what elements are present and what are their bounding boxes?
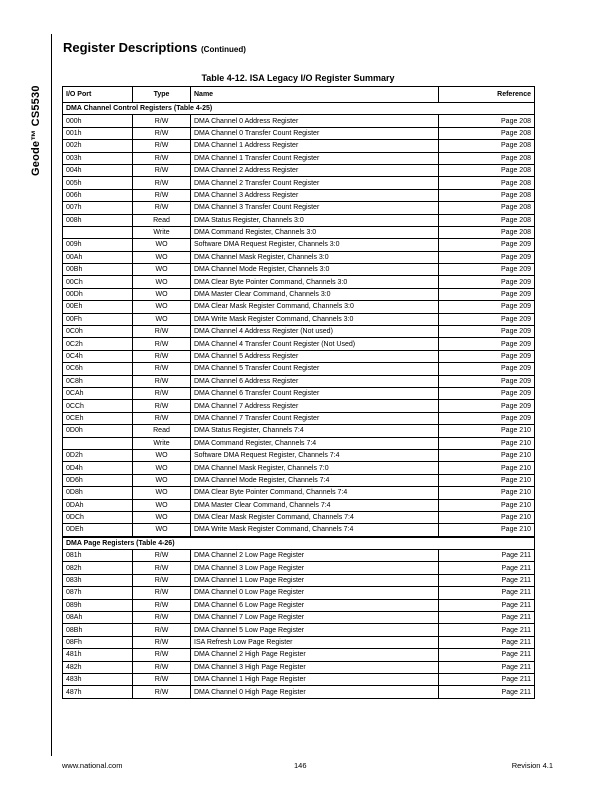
table-row [63, 599, 535, 611]
cell-type: R/W [133, 115, 191, 127]
table-row [63, 301, 535, 313]
cell-name: DMA Channel Mask Register, Channels 7:0 [191, 462, 439, 474]
cell-name: DMA Channel 5 Address Register [191, 350, 439, 362]
cell-type: R/W [133, 574, 191, 586]
cell-name: DMA Clear Byte Pointer Command, Channels 7:4 [191, 487, 439, 499]
table-row [63, 214, 535, 226]
cell-type: R/W [133, 649, 191, 661]
heading-note: (Continued) [201, 45, 246, 54]
cell-type: WO [133, 449, 191, 461]
cell-reference: Page 209 [439, 264, 535, 276]
cell-type: R/W [133, 661, 191, 673]
table-row [63, 276, 535, 288]
cell-reference: Page 208 [439, 164, 535, 176]
cell-port: 00Fh [63, 313, 133, 325]
cell-reference: Page 209 [439, 400, 535, 412]
cell-name: Software DMA Request Register, Channels 7:4 [191, 449, 439, 461]
cell-port: 481h [63, 649, 133, 661]
cell-type: R/W [133, 177, 191, 189]
cell-name: DMA Channel Mode Register, Channels 3:0 [191, 264, 439, 276]
table-row [63, 177, 535, 189]
table-row [63, 412, 535, 424]
cell-name: DMA Channel Mask Register, Channels 3:0 [191, 251, 439, 263]
cell-reference: Page 210 [439, 511, 535, 523]
cell-reference: Page 209 [439, 326, 535, 338]
table-row [63, 338, 535, 350]
cell-port: 00Ch [63, 276, 133, 288]
cell-port: 0D2h [63, 449, 133, 461]
cell-name: DMA Clear Byte Pointer Command, Channels 3:0 [191, 276, 439, 288]
cell-name: DMA Channel 4 Transfer Count Register (Not Used) [191, 338, 439, 350]
cell-reference: Page 211 [439, 686, 535, 698]
cell-name: DMA Channel 5 Low Page Register [191, 624, 439, 636]
cell-reference: Page 211 [439, 636, 535, 648]
cell-name: Software DMA Request Register, Channels 3:0 [191, 239, 439, 251]
cell-port: 089h [63, 599, 133, 611]
cell-reference: Page 210 [439, 474, 535, 486]
cell-name: DMA Channel 2 Transfer Count Register [191, 177, 439, 189]
cell-reference: Page 209 [439, 239, 535, 251]
heading-text: Register Descriptions [63, 40, 198, 55]
table-row [63, 437, 535, 449]
table-row [63, 375, 535, 387]
margin-rule [51, 34, 52, 756]
table-row [63, 624, 535, 636]
cell-reference: Page 209 [439, 301, 535, 313]
cell-reference: Page 211 [439, 574, 535, 586]
table-row [63, 562, 535, 574]
cell-name: DMA Channel 3 Low Page Register [191, 562, 439, 574]
cell-reference: Page 211 [439, 550, 535, 562]
cell-reference: Page 209 [439, 338, 535, 350]
cell-reference: Page 208 [439, 214, 535, 226]
cell-type: R/W [133, 375, 191, 387]
cell-port: 008h [63, 214, 133, 226]
cell-name: DMA Channel 1 Low Page Register [191, 574, 439, 586]
cell-type: R/W [133, 189, 191, 201]
table-row [63, 612, 535, 624]
cell-name: DMA Status Register, Channels 7:4 [191, 425, 439, 437]
cell-name: DMA Command Register, Channels 3:0 [191, 226, 439, 238]
page-heading [63, 40, 246, 55]
cell-type: R/W [133, 686, 191, 698]
cell-port: 0CEh [63, 412, 133, 424]
cell-name: DMA Channel 4 Address Register (Not used) [191, 326, 439, 338]
cell-type: WO [133, 301, 191, 313]
cell-name: DMA Channel 1 Address Register [191, 140, 439, 152]
cell-port: 08Bh [63, 624, 133, 636]
cell-reference: Page 209 [439, 313, 535, 325]
cell-reference: Page 208 [439, 202, 535, 214]
cell-port: 087h [63, 587, 133, 599]
cell-type: WO [133, 474, 191, 486]
cell-reference: Page 209 [439, 350, 535, 362]
cell-reference: Page 209 [439, 288, 535, 300]
cell-port: 00Dh [63, 288, 133, 300]
cell-type: WO [133, 511, 191, 523]
table-row [63, 189, 535, 201]
section-row [63, 103, 535, 115]
cell-type: R/W [133, 326, 191, 338]
cell-port: 483h [63, 673, 133, 685]
cell-port: 482h [63, 661, 133, 673]
cell-type: R/W [133, 127, 191, 139]
cell-type: WO [133, 264, 191, 276]
col-header-name: Name [191, 87, 439, 103]
cell-port: 0D0h [63, 425, 133, 437]
cell-reference: Page 209 [439, 276, 535, 288]
table-row [63, 661, 535, 673]
cell-reference: Page 211 [439, 661, 535, 673]
table-row [63, 239, 535, 251]
cell-name: DMA Channel 0 Address Register [191, 115, 439, 127]
cell-type: Read [133, 214, 191, 226]
cell-port: 0D6h [63, 474, 133, 486]
cell-name: DMA Channel 2 Address Register [191, 164, 439, 176]
cell-type: R/W [133, 636, 191, 648]
cell-name: DMA Status Register, Channels 3:0 [191, 214, 439, 226]
cell-type: R/W [133, 400, 191, 412]
table-row [63, 474, 535, 486]
table-row [63, 288, 535, 300]
cell-type: R/W [133, 612, 191, 624]
cell-type: Write [133, 226, 191, 238]
table-row [63, 202, 535, 214]
cell-name: DMA Clear Mask Register Command, Channels 3:0 [191, 301, 439, 313]
cell-name: DMA Channel 3 Address Register [191, 189, 439, 201]
table-row [63, 363, 535, 375]
footer-website: www.national.com [62, 761, 123, 770]
cell-name: DMA Command Register, Channels 7:4 [191, 437, 439, 449]
cell-name: DMA Write Mask Register Command, Channels 3:0 [191, 313, 439, 325]
cell-type: R/W [133, 140, 191, 152]
table-row [63, 449, 535, 461]
section-title: DMA Page Registers (Table 4-26) [63, 537, 535, 550]
cell-reference: Page 210 [439, 462, 535, 474]
cell-name: DMA Channel 3 High Page Register [191, 661, 439, 673]
section-row [63, 537, 535, 550]
cell-name: DMA Channel 6 Address Register [191, 375, 439, 387]
cell-name: DMA Channel 1 Transfer Count Register [191, 152, 439, 164]
cell-reference: Page 208 [439, 226, 535, 238]
cell-port: 000h [63, 115, 133, 127]
cell-reference: Page 210 [439, 449, 535, 461]
cell-reference: Page 211 [439, 649, 535, 661]
cell-name: DMA Channel 1 High Page Register [191, 673, 439, 685]
cell-name: DMA Channel 7 Low Page Register [191, 612, 439, 624]
cell-type: WO [133, 499, 191, 511]
cell-type: R/W [133, 562, 191, 574]
cell-reference: Page 208 [439, 127, 535, 139]
col-header-port: I/O Port [63, 87, 133, 103]
cell-port: 08Ah [63, 612, 133, 624]
cell-reference: Page 210 [439, 524, 535, 537]
cell-type: R/W [133, 599, 191, 611]
table-row [63, 326, 535, 338]
cell-port: 0DEh [63, 524, 133, 537]
product-name: Geode™ CS5530 [30, 85, 42, 176]
table-row [63, 686, 535, 698]
cell-name: DMA Channel 5 Transfer Count Register [191, 363, 439, 375]
table-row [63, 462, 535, 474]
cell-name: DMA Channel 0 Low Page Register [191, 587, 439, 599]
table-row [63, 400, 535, 412]
table-row [63, 511, 535, 523]
cell-port: 083h [63, 574, 133, 586]
cell-type: R/W [133, 412, 191, 424]
cell-type: WO [133, 251, 191, 263]
register-table [62, 86, 535, 699]
cell-type: R/W [133, 350, 191, 362]
cell-reference: Page 209 [439, 412, 535, 424]
cell-port: 081h [63, 550, 133, 562]
cell-port: 0C4h [63, 350, 133, 362]
table-row [63, 350, 535, 362]
cell-type: WO [133, 524, 191, 537]
cell-port: 0C8h [63, 375, 133, 387]
cell-name: DMA Channel 0 High Page Register [191, 686, 439, 698]
cell-type: R/W [133, 550, 191, 562]
table-row [63, 387, 535, 399]
cell-reference: Page 211 [439, 587, 535, 599]
cell-type: WO [133, 313, 191, 325]
cell-type: WO [133, 239, 191, 251]
cell-type: R/W [133, 673, 191, 685]
table-row [63, 164, 535, 176]
cell-type: R/W [133, 624, 191, 636]
cell-port: 0D4h [63, 462, 133, 474]
table-row [63, 127, 535, 139]
cell-type: Read [133, 425, 191, 437]
cell-name: DMA Channel 6 Transfer Count Register [191, 387, 439, 399]
cell-port: 004h [63, 164, 133, 176]
cell-name: DMA Channel Mode Register, Channels 7:4 [191, 474, 439, 486]
cell-reference: Page 209 [439, 251, 535, 263]
cell-name: DMA Channel 2 High Page Register [191, 649, 439, 661]
table-body [63, 103, 535, 699]
cell-name: DMA Clear Mask Register Command, Channels 7:4 [191, 511, 439, 523]
cell-port: 009h [63, 239, 133, 251]
table-row [63, 487, 535, 499]
cell-port: 0DAh [63, 499, 133, 511]
cell-reference: Page 211 [439, 599, 535, 611]
cell-name: DMA Channel 6 Low Page Register [191, 599, 439, 611]
table-row [63, 524, 535, 537]
cell-type: R/W [133, 164, 191, 176]
cell-port: 0C2h [63, 338, 133, 350]
cell-reference: Page 209 [439, 375, 535, 387]
table-row [63, 587, 535, 599]
cell-port: 00Eh [63, 301, 133, 313]
cell-name: DMA Channel 7 Address Register [191, 400, 439, 412]
cell-port: 487h [63, 686, 133, 698]
cell-reference: Page 211 [439, 612, 535, 624]
cell-type: R/W [133, 363, 191, 375]
cell-port: 005h [63, 177, 133, 189]
cell-port: 003h [63, 152, 133, 164]
footer-page-number: 146 [294, 761, 307, 770]
cell-port: 0CAh [63, 387, 133, 399]
col-header-type: Type [133, 87, 191, 103]
table-row [63, 251, 535, 263]
cell-port: 002h [63, 140, 133, 152]
table-row [63, 264, 535, 276]
cell-reference: Page 210 [439, 425, 535, 437]
table-row [63, 226, 535, 238]
table-row [63, 140, 535, 152]
cell-reference: Page 210 [439, 487, 535, 499]
cell-reference: Page 208 [439, 189, 535, 201]
cell-port: 08Fh [63, 636, 133, 648]
table-row [63, 425, 535, 437]
cell-port: 0D8h [63, 487, 133, 499]
table-row [63, 574, 535, 586]
cell-type: WO [133, 462, 191, 474]
cell-port: 00Bh [63, 264, 133, 276]
cell-reference: Page 210 [439, 437, 535, 449]
cell-port: 0C0h [63, 326, 133, 338]
cell-reference: Page 211 [439, 562, 535, 574]
cell-port: 0CCh [63, 400, 133, 412]
cell-reference: Page 208 [439, 115, 535, 127]
cell-reference: Page 210 [439, 499, 535, 511]
cell-port [63, 437, 133, 449]
cell-reference: Page 209 [439, 387, 535, 399]
table-row [63, 499, 535, 511]
cell-reference: Page 211 [439, 673, 535, 685]
table-row [63, 550, 535, 562]
cell-reference: Page 211 [439, 624, 535, 636]
cell-type: WO [133, 276, 191, 288]
cell-name: DMA Channel 2 Low Page Register [191, 550, 439, 562]
table-row [63, 649, 535, 661]
cell-reference: Page 208 [439, 140, 535, 152]
table-row [63, 636, 535, 648]
col-header-reference: Reference [439, 87, 535, 103]
table-row [63, 313, 535, 325]
table-header-row [63, 87, 535, 103]
cell-name: DMA Channel 0 Transfer Count Register [191, 127, 439, 139]
cell-type: R/W [133, 202, 191, 214]
cell-type: R/W [133, 587, 191, 599]
cell-port: 0DCh [63, 511, 133, 523]
cell-port: 0C6h [63, 363, 133, 375]
cell-port: 006h [63, 189, 133, 201]
cell-port [63, 226, 133, 238]
cell-port: 007h [63, 202, 133, 214]
cell-type: R/W [133, 338, 191, 350]
cell-name: DMA Master Clear Command, Channels 7:4 [191, 499, 439, 511]
cell-name: DMA Channel 3 Transfer Count Register [191, 202, 439, 214]
section-title: DMA Channel Control Registers (Table 4-25) [63, 103, 535, 115]
cell-name: DMA Channel 7 Transfer Count Register [191, 412, 439, 424]
cell-reference: Page 208 [439, 152, 535, 164]
cell-reference: Page 209 [439, 363, 535, 375]
cell-port: 001h [63, 127, 133, 139]
footer-revision: Revision 4.1 [511, 761, 553, 770]
table-title: Table 4-12. ISA Legacy I/O Register Summary [201, 73, 395, 83]
cell-name: ISA Refresh Low Page Register [191, 636, 439, 648]
table-row [63, 115, 535, 127]
table-row [63, 673, 535, 685]
cell-port: 082h [63, 562, 133, 574]
cell-port: 00Ah [63, 251, 133, 263]
table-row [63, 152, 535, 164]
cell-name: DMA Master Clear Command, Channels 3:0 [191, 288, 439, 300]
cell-name: DMA Write Mask Register Command, Channels 7:4 [191, 524, 439, 537]
cell-reference: Page 208 [439, 177, 535, 189]
cell-type: WO [133, 288, 191, 300]
cell-type: R/W [133, 152, 191, 164]
cell-type: R/W [133, 387, 191, 399]
cell-type: WO [133, 487, 191, 499]
cell-type: Write [133, 437, 191, 449]
